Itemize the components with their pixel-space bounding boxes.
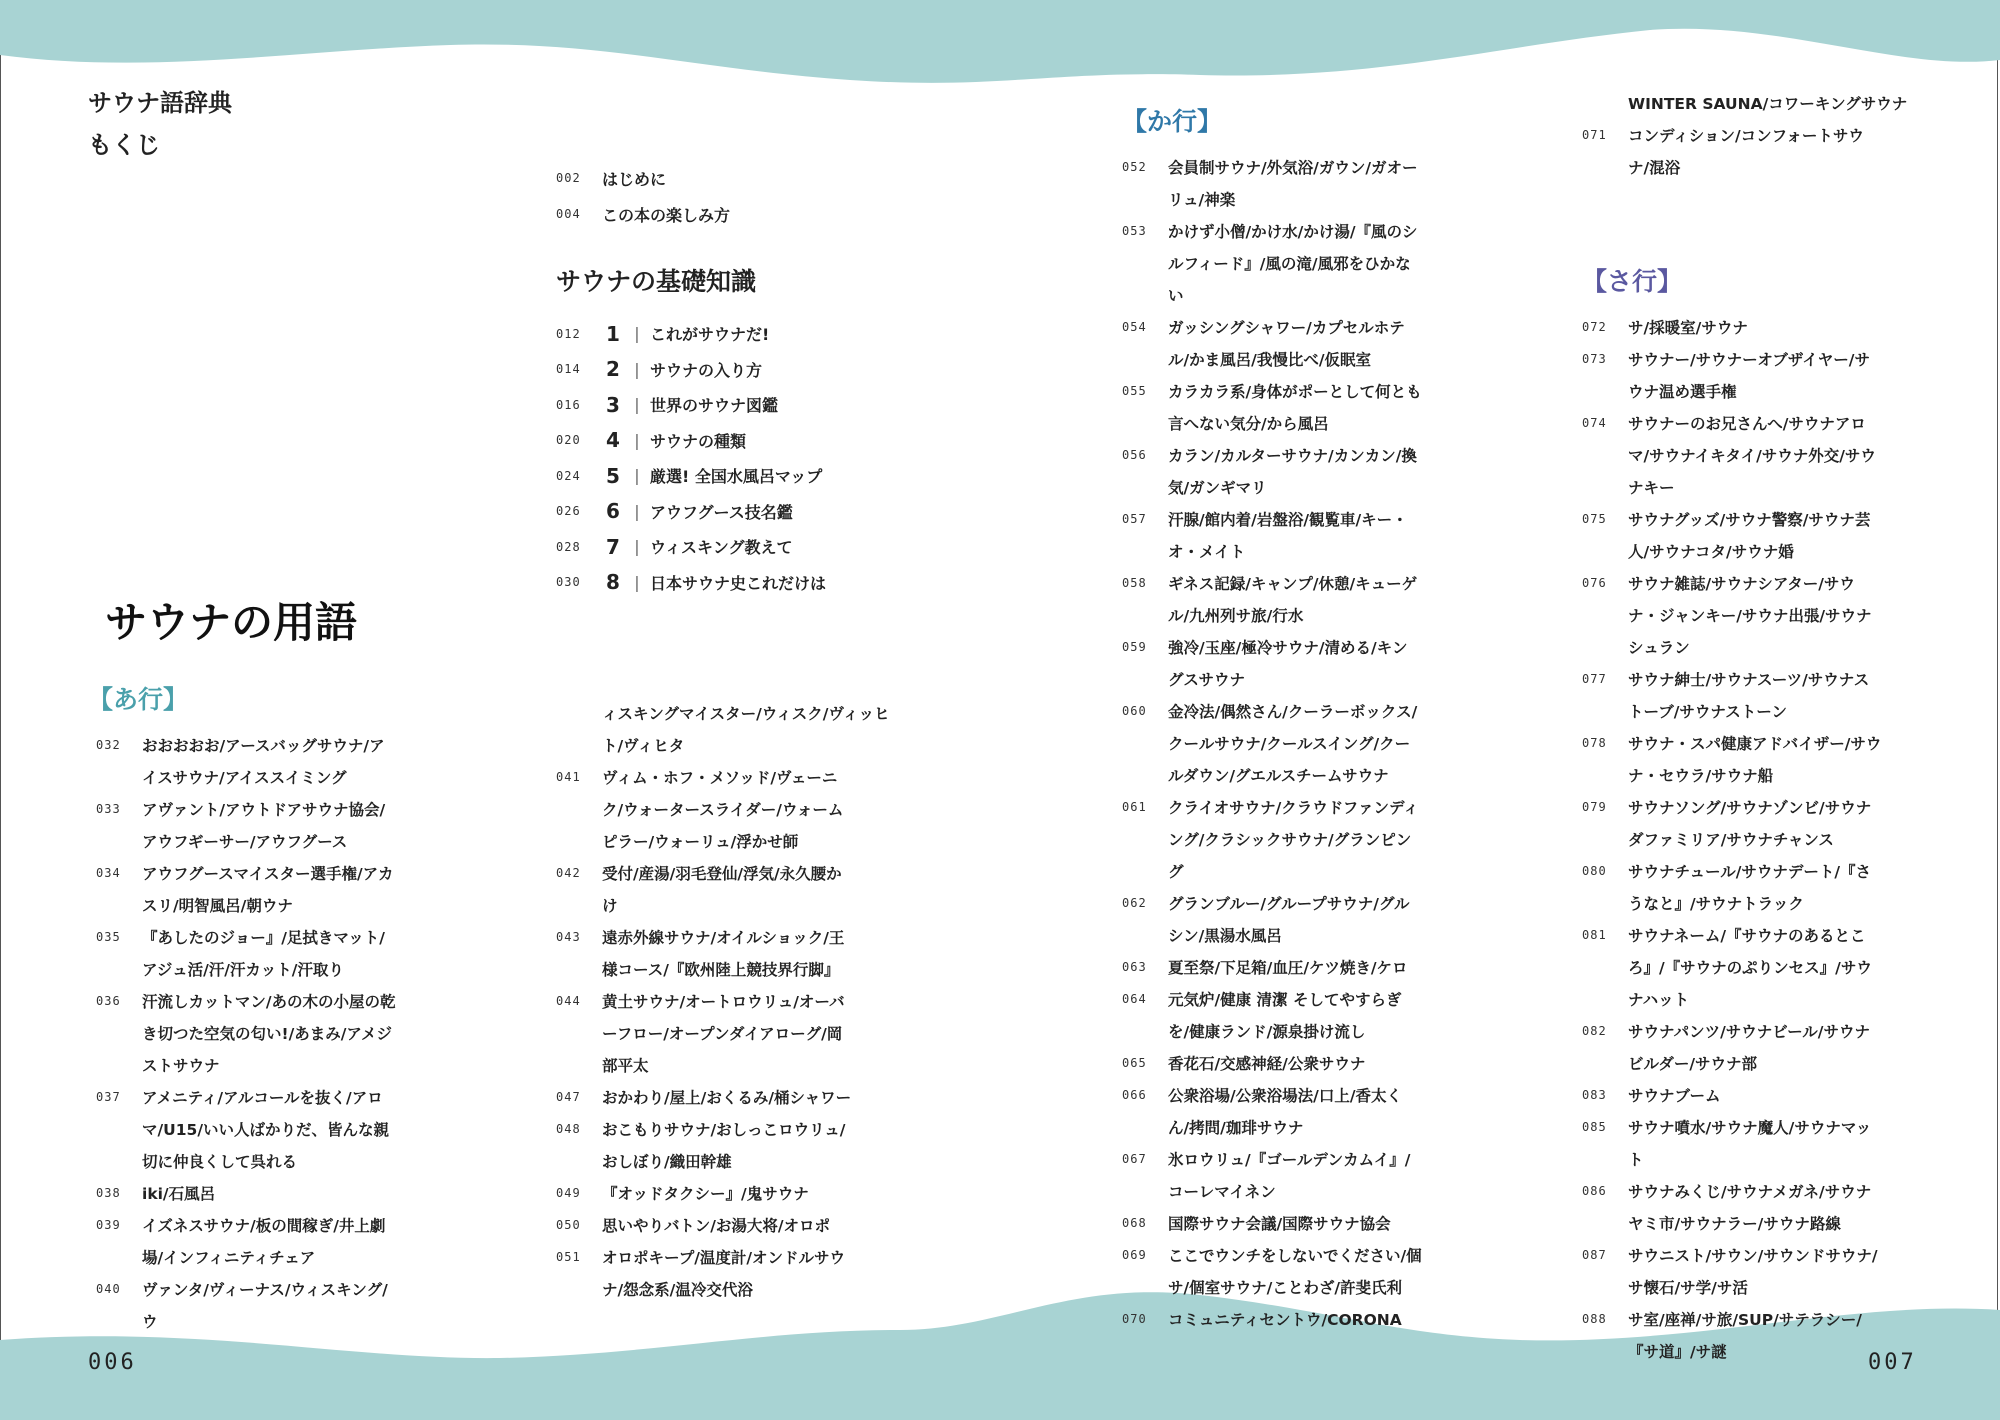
term-list: サウニスト/サウン/サウンドサウナ/サ懐石/サ学/サ活 — [1628, 1247, 1878, 1297]
page-number: 049 — [556, 1186, 581, 1200]
top-wave-decoration — [0, 0, 2000, 90]
toc-entry-label: これがサウナだ! — [650, 325, 770, 345]
page-number: 016 — [556, 397, 581, 412]
divider: | — [634, 430, 640, 450]
term-list: コミュニティセントウ/CORONA — [1168, 1311, 1402, 1329]
term-list: 『あしたのジョー』/足拭きマット/アジュ活/汗/汗カット/汗取り — [142, 929, 385, 979]
page-number: 088 — [1582, 1312, 1607, 1326]
term-list: 金冷法/偶然さん/クーラーボックス/クールサウナ/クールスイング/クールダウン/グエルスチームサウナ — [1168, 703, 1418, 785]
term-entry[interactable] — [1122, 568, 1422, 632]
term-entry[interactable] — [96, 986, 396, 1082]
toc-entry-label: この本の楽しみ方 — [602, 205, 731, 225]
term-list: 黄土サウナ/オートロウリュ/オーバーフロー/オープンダイアローグ/岡部平太 — [602, 993, 845, 1075]
divider: | — [634, 572, 640, 592]
term-entry[interactable] — [1582, 856, 1882, 920]
term-entry[interactable] — [1582, 920, 1882, 1016]
term-list: 氷ロウリュ/『ゴールデンカムイ』/コーレマイネン — [1168, 1151, 1411, 1201]
toc-entry[interactable] — [556, 565, 826, 601]
term-entry[interactable] — [1122, 152, 1422, 216]
term-list: ヴィム・ホフ・メソッド/ヴェーニク/ウォータースライダー/ウォームピラー/ウォーリュ/浮かせ師 — [602, 769, 844, 851]
page-number: 073 — [1582, 352, 1607, 366]
term-list: サウナー/サウナーオブザイヤー/サウナ温め選手権 — [1628, 351, 1870, 401]
term-entry[interactable] — [1582, 568, 1882, 664]
term-entry[interactable] — [1582, 1016, 1882, 1080]
term-list: 強冷/玉座/極冷サウナ/清める/キングスサウナ — [1168, 639, 1408, 689]
terms-title: サウナの用語 — [105, 598, 358, 647]
term-entry[interactable] — [556, 922, 856, 986]
chapter-number: 7 — [606, 534, 620, 559]
page-number: 033 — [96, 802, 121, 816]
term-entry[interactable] — [1122, 952, 1422, 984]
terms-column-a-1 — [96, 730, 396, 1338]
page-number: 086 — [1582, 1184, 1607, 1198]
term-entry[interactable] — [96, 858, 396, 922]
term-entry[interactable] — [96, 730, 396, 794]
page-number: 067 — [1122, 1152, 1147, 1166]
term-list: ギネス記録/キャンプ/休憩/キューゲル/九州列サ旅/行水 — [1168, 575, 1418, 625]
page-number: 026 — [556, 504, 581, 519]
page-number: 053 — [1122, 224, 1147, 238]
page-number: 080 — [1582, 864, 1607, 878]
term-list: クライオサウナ/クラウドファンディング/クラシックサウナ/グランピング — [1168, 799, 1419, 881]
page-number: 024 — [556, 468, 581, 483]
term-list: 汗流しカットマン/あの木の小屋の乾き切つた空気の匂い!/あまみ/アメジストサウナ — [142, 993, 396, 1075]
term-list: 汗腺/館内着/岩盤浴/観覧車/キー・オ・メイト — [1168, 511, 1408, 561]
term-list: アウフグースマイスター選手権/アカスリ/明智風呂/朝ウナ — [142, 865, 394, 915]
chapter-number: 5 — [606, 463, 620, 488]
toc-entry-label: はじめに — [602, 169, 667, 189]
page-number: 056 — [1122, 448, 1147, 462]
term-list: iki/石風呂 — [142, 1185, 216, 1203]
divider: | — [634, 359, 640, 379]
page-number: 047 — [556, 1090, 581, 1104]
page-number: 075 — [1582, 512, 1607, 526]
chapter-number: 6 — [606, 499, 620, 524]
term-list: サウナ雑誌/サウナシアター/サウナ・ジャンキー/サウナ出張/サウナシュラン — [1628, 575, 1872, 657]
page-number: 065 — [1122, 1056, 1147, 1070]
chapter-number: 1 — [606, 321, 620, 346]
toc-entry-label: 日本サウナ史これだけは — [650, 573, 827, 593]
term-list: サ/採暖室/サウナ — [1628, 319, 1748, 337]
term-entry[interactable] — [1122, 1240, 1422, 1304]
section-heading-ka: 【か行】 — [1122, 107, 1223, 136]
term-list: カラン/カルターサウナ/カンカン/換気/ガンギマリ — [1168, 447, 1417, 497]
term-entry[interactable] — [1122, 888, 1422, 952]
page-number: 041 — [556, 770, 581, 784]
term-entry[interactable] — [1582, 344, 1882, 408]
book-title: サウナ語辞典 — [88, 89, 232, 117]
term-list: 受付/産湯/羽毛登仙/浮気/永久腰かけ — [602, 865, 842, 915]
page-number: 068 — [1122, 1216, 1147, 1230]
term-entry[interactable] — [1582, 664, 1882, 728]
book-title-block — [88, 82, 232, 166]
term-entry[interactable] — [1582, 1176, 1882, 1240]
page-number: 061 — [1122, 800, 1147, 814]
term-list: 『オッドタクシー』/鬼サウナ — [602, 1185, 809, 1203]
term-list: サウナ紳士/サウナスーツ/サウナストーブ/サウナストーン — [1628, 671, 1870, 721]
term-entry[interactable] — [1122, 632, 1422, 696]
page-number: 038 — [96, 1186, 121, 1200]
page-number: 020 — [556, 433, 581, 448]
term-list: サウナパンツ/サウナビール/サウナビルダー/サウナ部 — [1628, 1023, 1870, 1073]
entry-continuation: WINTER SAUNA/コワーキングサウナ — [1628, 95, 1908, 113]
page-number: 071 — [1582, 128, 1607, 142]
term-entry[interactable] — [556, 1210, 856, 1242]
page-number: 002 — [556, 171, 581, 185]
term-entry[interactable] — [556, 1178, 856, 1210]
term-entry[interactable] — [1582, 408, 1882, 504]
term-list: サウナソング/サウナゾンビ/サウナダファミリア/サウナチャンス — [1628, 799, 1872, 849]
term-list: おかわり/屋上/おくるみ/桶シャワー — [602, 1089, 852, 1107]
term-entry[interactable] — [1582, 1304, 1882, 1368]
page-number: 087 — [1582, 1248, 1607, 1262]
term-entry[interactable] — [1122, 1304, 1422, 1336]
term-list: サウナグッズ/サウナ警察/サウナ芸人/サウナコタ/サウナ婚 — [1628, 511, 1871, 561]
page-number: 070 — [1122, 1312, 1147, 1326]
term-entry[interactable] — [1122, 696, 1422, 792]
term-entry[interactable] — [1122, 376, 1422, 440]
term-list: 国際サウナ会議/国際サウナ協会 — [1168, 1215, 1391, 1233]
page-number: 083 — [1582, 1088, 1607, 1102]
chapter-number: 4 — [606, 428, 620, 453]
term-list: ここでウンチをしないでください/個サ/個室サウナ/ことわざ/許斐氏利 — [1168, 1247, 1422, 1297]
section-heading-sa: 【さ行】 — [1582, 267, 1683, 296]
term-list: カラカラ系/身体がポーとして何とも言へない気分/から風呂 — [1168, 383, 1422, 433]
page-number: 004 — [556, 207, 581, 221]
term-list: サウナ噴水/サウナ魔人/サウナマット — [1628, 1119, 1872, 1169]
term-entry[interactable] — [1582, 1080, 1882, 1112]
term-entry[interactable] — [1582, 1240, 1882, 1304]
page-number: 034 — [96, 866, 121, 880]
term-list: おこもりサウナ/おしっこロウリュ/おしぼり/織田幹雄 — [602, 1121, 846, 1171]
term-entry[interactable] — [1122, 440, 1422, 504]
page-number: 079 — [1582, 800, 1607, 814]
term-entry[interactable] — [96, 1082, 396, 1178]
term-entry[interactable] — [1122, 1144, 1422, 1208]
toc-entry-label: アウフグース技名鑑 — [650, 502, 793, 522]
toc-entry[interactable] — [556, 423, 826, 459]
page-number: 063 — [1122, 960, 1147, 974]
term-list: サウナ・スパ健康アドバイザー/サウナ・セウラ/サウナ船 — [1628, 735, 1882, 785]
term-list: 会員制サウナ/外気浴/ガウン/ガオーリュ/神楽 — [1168, 159, 1418, 209]
page-number: 058 — [1122, 576, 1147, 590]
page-number: 077 — [1582, 672, 1607, 686]
term-entry[interactable] — [1122, 1208, 1422, 1240]
page-number: 050 — [556, 1218, 581, 1232]
page-number: 012 — [556, 326, 581, 341]
term-entry[interactable] — [556, 762, 856, 858]
page-number: 066 — [1122, 1088, 1147, 1102]
page-number: 048 — [556, 1122, 581, 1136]
toc-entry[interactable] — [556, 494, 826, 530]
book-subtitle: もくじ — [88, 131, 160, 159]
term-list: おおおおお/アースバッグサウナ/アイスサウナ/アイススイミング — [142, 737, 385, 787]
term-entry[interactable] — [1582, 728, 1882, 792]
divider: | — [634, 501, 640, 521]
term-entry[interactable] — [1122, 792, 1422, 888]
term-list: グランブルー/グループサウナ/グルシン/黒湯水風呂 — [1168, 895, 1410, 945]
page-number: 054 — [1122, 320, 1147, 334]
page-number: 035 — [96, 930, 121, 944]
toc-entry[interactable] — [556, 387, 826, 423]
term-entry[interactable] — [96, 1274, 396, 1338]
term-list: サウナネーム/『サウナのあるところ』/『サウナのぷりンセス』/サウナハット — [1628, 927, 1872, 1009]
toc-entry-label: サウナの入り方 — [650, 360, 763, 380]
intro-list — [556, 160, 730, 232]
term-entry[interactable] — [1122, 1048, 1422, 1080]
page-number: 059 — [1122, 640, 1147, 654]
toc-entry-label: 世界のサウナ図鑑 — [650, 396, 779, 416]
entry-continuation: ィスキングマイスター/ウィスク/ヴィッヒト/ヴィヒタ — [602, 705, 890, 755]
toc-entry[interactable] — [556, 196, 730, 232]
terms-column-sa — [1582, 312, 1882, 1368]
page-number: 052 — [1122, 160, 1147, 174]
term-entry[interactable] — [556, 858, 856, 922]
term-entry[interactable] — [556, 1114, 856, 1178]
page-number: 082 — [1582, 1024, 1607, 1038]
toc-entry[interactable] — [556, 316, 826, 352]
page-number: 040 — [96, 1282, 121, 1296]
terms-column-a-2 — [556, 698, 890, 1306]
page-number: 028 — [556, 539, 581, 554]
term-entry[interactable] — [556, 1242, 856, 1306]
term-entry[interactable] — [1582, 504, 1882, 568]
page-number: 072 — [1582, 320, 1607, 334]
page-number: 039 — [96, 1218, 121, 1232]
term-list: 夏至祭/下足箱/血圧/ケツ焼き/ケロ — [1168, 959, 1408, 977]
basics-section — [556, 262, 826, 600]
toc-entry[interactable] — [556, 160, 730, 196]
page-number: 042 — [556, 866, 581, 880]
page-number: 043 — [556, 930, 581, 944]
chapter-number: 2 — [606, 357, 620, 382]
page-number-left: 006 — [88, 1350, 137, 1375]
divider: | — [634, 324, 640, 344]
page-number: 032 — [96, 738, 121, 752]
section-heading-a: 【あ行】 — [88, 685, 189, 714]
term-list: アメニティ/アルコールを抜く/アロマ/U15/いい人ばかりだ、皆んな親切に仲良くして呉れる — [142, 1089, 389, 1171]
chapter-number: 8 — [606, 570, 620, 595]
page-number: 051 — [556, 1250, 581, 1264]
term-entry[interactable] — [556, 1082, 856, 1114]
term-list: 香花石/交感神経/公衆サウナ — [1168, 1055, 1366, 1073]
term-list: 公衆浴場/公衆浴場法/口上/香太くん/拷問/珈琲サウナ — [1168, 1087, 1402, 1137]
page-number: 055 — [1122, 384, 1147, 398]
term-list: サウナーのお兄さんへ/サウナアロマ/サウナイキタイ/サウナ外交/サウナキー — [1628, 415, 1876, 497]
term-list: コンディション/コンフォートサウナ/混浴 — [1628, 127, 1864, 177]
toc-entry-label: 厳選! 全国水風呂マップ — [650, 467, 823, 487]
page-number: 074 — [1582, 416, 1607, 430]
divider: | — [634, 395, 640, 415]
term-entry[interactable] — [96, 1210, 396, 1274]
term-entry[interactable] — [1582, 792, 1882, 856]
page-number: 036 — [96, 994, 121, 1008]
page-number: 030 — [556, 575, 581, 590]
term-list: ガッシングシャワー/カプセルホテル/かま風呂/我慢比べ/仮眠室 — [1168, 319, 1405, 369]
term-entry[interactable] — [96, 922, 396, 986]
term-list: サウナみくじ/サウナメガネ/サウナヤミ市/サウナラー/サウナ路線 — [1628, 1183, 1872, 1233]
page-number: 085 — [1582, 1120, 1607, 1134]
term-entry[interactable] — [1582, 312, 1882, 344]
page-number-right: 007 — [1868, 1350, 1917, 1375]
term-entry[interactable] — [556, 986, 856, 1082]
page-number: 057 — [1122, 512, 1147, 526]
term-list: オロポキープ/温度計/オンドルサウナ/怨念系/温冷交代浴 — [602, 1249, 846, 1299]
term-list: 思いやりバトン/お湯大将/オロポ — [602, 1217, 831, 1235]
toc-entry[interactable] — [556, 352, 826, 388]
toc-entry[interactable] — [556, 529, 826, 565]
divider: | — [634, 466, 640, 486]
term-entry[interactable] — [96, 1178, 396, 1210]
term-list: サウナブーム — [1628, 1087, 1721, 1105]
term-list: サウナチュール/サウナデート/『さうなと』/サウナトラック — [1628, 863, 1872, 913]
page-number: 062 — [1122, 896, 1147, 910]
term-list: イズネスサウナ/板の間稼ぎ/井上劇場/インフィニティチェア — [142, 1217, 386, 1267]
toc-entry[interactable] — [556, 458, 826, 494]
term-entry[interactable] — [1582, 120, 1882, 184]
toc-entry-label: ウィスキング教えて — [650, 538, 793, 558]
divider: | — [634, 537, 640, 557]
page-number: 037 — [96, 1090, 121, 1104]
term-entry[interactable] — [1582, 1112, 1882, 1176]
page-number: 081 — [1582, 928, 1607, 942]
term-entry[interactable] — [1122, 312, 1422, 376]
term-list: 元気炉/健康 清潔 そしてやすらぎを/健康ランド/源泉掛け流し — [1168, 991, 1402, 1041]
basics-heading: サウナの基礎知識 — [556, 267, 757, 296]
term-list: ヴァンタ/ヴィーナス/ウィスキング/ウ — [142, 1281, 388, 1331]
term-list: サ室/座禅/サ旅/SUP/サテラシー/『サ道』/サ謎 — [1628, 1311, 1862, 1361]
page-number: 078 — [1582, 736, 1607, 750]
page-number: 069 — [1122, 1248, 1147, 1262]
page-number: 076 — [1582, 576, 1607, 590]
term-entry[interactable] — [1122, 216, 1422, 312]
term-entry[interactable] — [1122, 1080, 1422, 1144]
term-entry[interactable] — [96, 794, 396, 858]
chapter-number: 3 — [606, 392, 620, 417]
term-list: かけず小僧/かけ水/かけ湯/『風のシルフィード』/風の滝/風邪をひかない — [1168, 223, 1418, 305]
term-entry[interactable] — [1122, 984, 1422, 1048]
term-entry[interactable] — [1122, 504, 1422, 568]
toc-entry-label: サウナの種類 — [650, 431, 747, 451]
page-number: 064 — [1122, 992, 1147, 1006]
page-number: 060 — [1122, 704, 1147, 718]
terms-column-ka — [1122, 152, 1422, 1336]
term-list: 遠赤外線サウナ/オイルショック/王様コース/『欧州陸上競技界行脚』 — [602, 929, 845, 979]
term-list: アヴァント/アウトドアサウナ協会/アウフギーサー/アウフグース — [142, 801, 386, 851]
page-number: 014 — [556, 362, 581, 377]
page-number: 044 — [556, 994, 581, 1008]
terms-column-ka-cont — [1582, 88, 1908, 184]
